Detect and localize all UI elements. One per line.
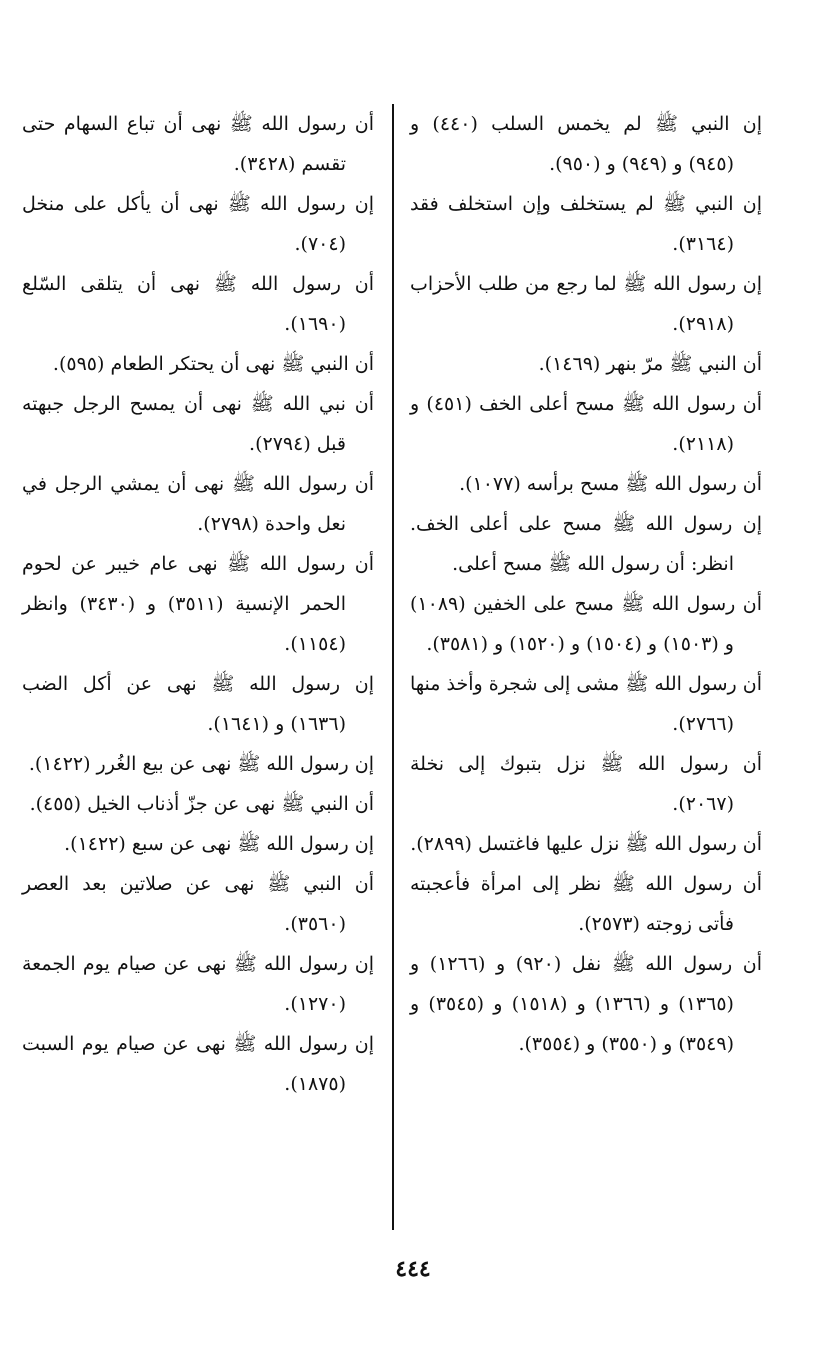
index-column-right bbox=[410, 104, 762, 1064]
index-entry: إن رسول الله ﷺ لما رجع من طلب الأحزاب (٢٩١٨). bbox=[410, 273, 762, 335]
index-entry: إن رسول الله ﷺ مسح على أعلى الخف. انظر: أن رسول الله ﷺ مسح أعلى. bbox=[410, 513, 762, 575]
index-entry: أن رسول الله ﷺ نزل بتبوك إلى نخلة (٢٠٦٧). bbox=[410, 753, 762, 815]
index-entry: أن رسول الله ﷺ نهى عام خيبر عن لحوم الحمر الإنسية (٣٥١١) و (٣٤٣٠) وانظر (١١٥٤). bbox=[22, 553, 374, 655]
index-entry: إن رسول الله ﷺ نهى عن صيام يوم الجمعة (١٢٧٠). bbox=[22, 953, 374, 1015]
index-entry: إن رسول الله ﷺ نهى أن يأكل على منخل (٧٠٤). bbox=[22, 193, 374, 255]
index-entry: إن رسول الله ﷺ نهى عن بيع الغُرر (١٤٢٢). bbox=[28, 753, 374, 775]
index-entry: أن النبي ﷺ نهى أن يحتكر الطعام (٥٩٥). bbox=[52, 353, 374, 375]
index-entry: أن رسول الله ﷺ مشى إلى شجرة وأخذ منها (٢٧٦٦). bbox=[410, 673, 762, 735]
index-entry: أن نبي الله ﷺ نهى أن يمسح الرجل جبهته قبل (٢٧٩٤). bbox=[22, 393, 374, 455]
page-number: ٤٤٤ bbox=[395, 1256, 431, 1282]
index-entry: أن رسول الله ﷺ مسح أعلى الخف (٤٥١) و (٢١١٨). bbox=[410, 393, 762, 455]
index-entry: أن رسول الله ﷺ نهى أن يتلقى السّلع (١٦٩٠). bbox=[22, 273, 374, 335]
index-entry: إن رسول الله ﷺ نهى عن صيام يوم السبت (١٨٧٥). bbox=[22, 1033, 374, 1095]
index-entry: إن النبي ﷺ لم يخمس السلب (٤٤٠) و (٩٤٥) و (٩٤٩) و (٩٥٠). bbox=[410, 113, 762, 175]
index-column-left bbox=[22, 104, 374, 1104]
index-entry: أن النبي ﷺ نهى عن صلاتين بعد العصر (٣٥٦٠). bbox=[22, 873, 374, 935]
index-entry: أن رسول الله ﷺ نفل (٩٢٠) و (١٢٦٦) و (١٣٦٥) و (١٣٦٦) و (١٥١٨) و (٣٥٤٥) و (٣٥٤٩) و (٣٥٥٠) و (٣٥٥٤). bbox=[410, 953, 762, 1055]
index-entry: أن رسول الله ﷺ نهى أن يمشي الرجل في نعل واحدة (٢٧٩٨). bbox=[22, 473, 374, 535]
index-entry: أن النبي ﷺ نهى عن جزّ أذناب الخيل (٤٥٥). bbox=[29, 793, 374, 815]
index-entry: إن رسول الله ﷺ نهى عن سبع (١٤٢٢). bbox=[64, 833, 374, 855]
index-entry: أن النبي ﷺ مرّ بنهر (١٤٦٩). bbox=[538, 353, 762, 375]
column-divider bbox=[392, 104, 394, 1230]
index-entry: أن رسول الله ﷺ مسح على الخفين (١٠٨٩) و (١٥٠٣) و (١٥٠٤) و (١٥٢٠) و (٣٥٨١). bbox=[410, 593, 762, 655]
index-entry: إن رسول الله ﷺ نهى عن أكل الضب (١٦٣٦) و (١٦٤١). bbox=[22, 673, 374, 735]
index-entry: أن رسول الله ﷺ نظر إلى امرأة فأعجبته فأتى زوجته (٢٥٧٣). bbox=[410, 873, 762, 935]
index-entry: إن النبي ﷺ لم يستخلف وإن استخلف فقد (٣١٦٤). bbox=[410, 193, 762, 255]
index-entry: أن رسول الله ﷺ نزل عليها فاغتسل (٢٨٩٩). bbox=[410, 833, 762, 855]
index-entry: أن رسول الله ﷺ مسح برأسه (١٠٧٧). bbox=[459, 473, 762, 495]
index-entry: أن رسول الله ﷺ نهى أن تباع السهام حتى تقسم (٣٤٢٨). bbox=[22, 113, 374, 175]
